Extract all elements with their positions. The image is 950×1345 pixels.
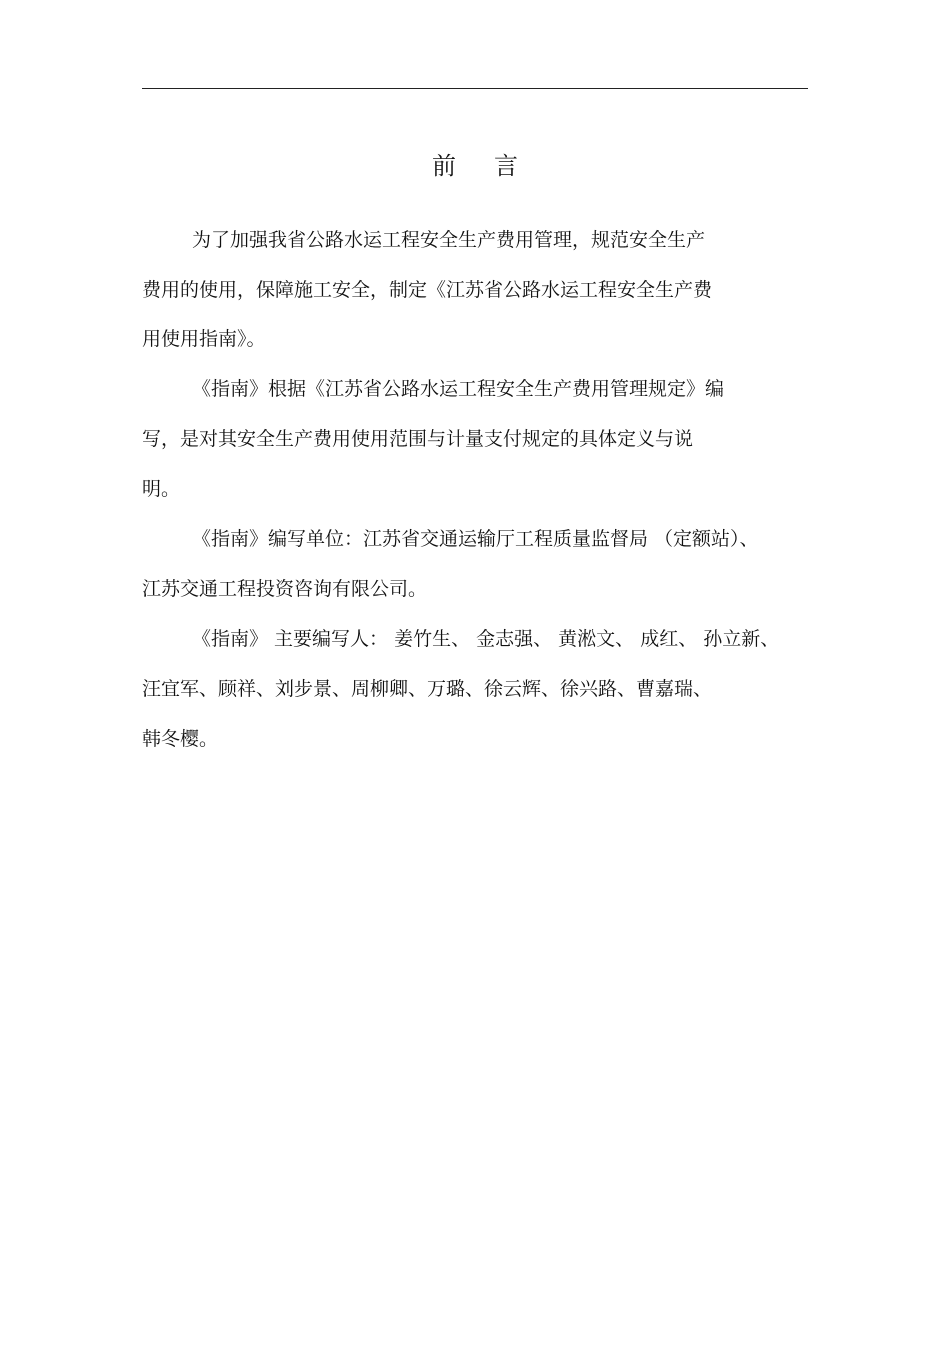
paragraph-4-line-1: 《指南》 主要编写人： 姜竹生、 金志强、 黄淞文、 成红、 孙立新、 xyxy=(192,628,780,650)
paragraph-3-line-1: 《指南》编写单位：江苏省交通运输厅工程质量监督局 （定额站）、 xyxy=(192,528,759,550)
paragraph-2-line-3: 明。 xyxy=(142,478,181,500)
header-rule xyxy=(142,88,808,89)
paragraph-4-line-2: 汪宜军、顾祥、刘步景、周柳卿、万璐、徐云辉、徐兴路、曹嘉瑞、 xyxy=(142,678,713,700)
page-title xyxy=(0,148,950,184)
paragraph-2-line-1: 《指南》根据《江苏省公路水运工程安全生产费用管理规定》编 xyxy=(192,378,725,400)
paragraph-1-line-1: 为了加强我省公路水运工程安全生产费用管理，规范安全生产 xyxy=(192,229,706,251)
title-char-2: 言 xyxy=(494,152,518,180)
paragraph-1-line-2: 费用的使用，保障施工安全，制定《江苏省公路水运工程安全生产费 xyxy=(142,279,713,301)
paragraph-4-line-3: 韩冬樱。 xyxy=(142,728,219,750)
paragraph-1-line-3: 用使用指南》。 xyxy=(142,328,266,350)
paragraph-3-line-2: 江苏交通工程投资咨询有限公司。 xyxy=(142,578,428,600)
title-char-1: 前 xyxy=(432,152,456,180)
paragraph-2-line-2: 写，是对其安全生产费用使用范围与计量支付规定的具体定义与说 xyxy=(142,428,694,450)
